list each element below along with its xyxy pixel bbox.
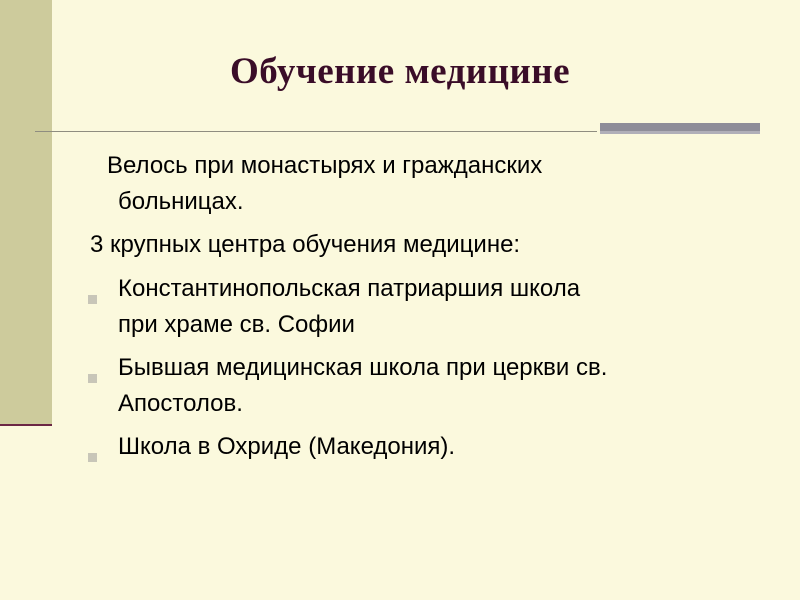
square-bullet-icon: [88, 453, 97, 462]
square-bullet-icon: [88, 374, 97, 383]
intro-line-2: больницах.: [118, 188, 244, 215]
bullet-1-line-1: Константинопольская патриаршия школа: [118, 275, 581, 302]
centers-heading: 3 крупных центра обучения медицине:: [90, 231, 521, 258]
bullet-1-line-2: при храме св. Софии: [118, 311, 355, 338]
bullet-3-line-1: Школа в Охриде (Македония).: [118, 433, 456, 460]
square-bullet-icon: [88, 295, 97, 304]
bullet-2-line-1: Бывшая медицинская школа при церкви св.: [118, 354, 608, 381]
intro-line-1: Велось при монастырях и гражданских: [107, 152, 543, 179]
slide-title: Обучение медицине: [229, 51, 571, 92]
bullet-2-line-2: Апостолов.: [118, 390, 243, 417]
